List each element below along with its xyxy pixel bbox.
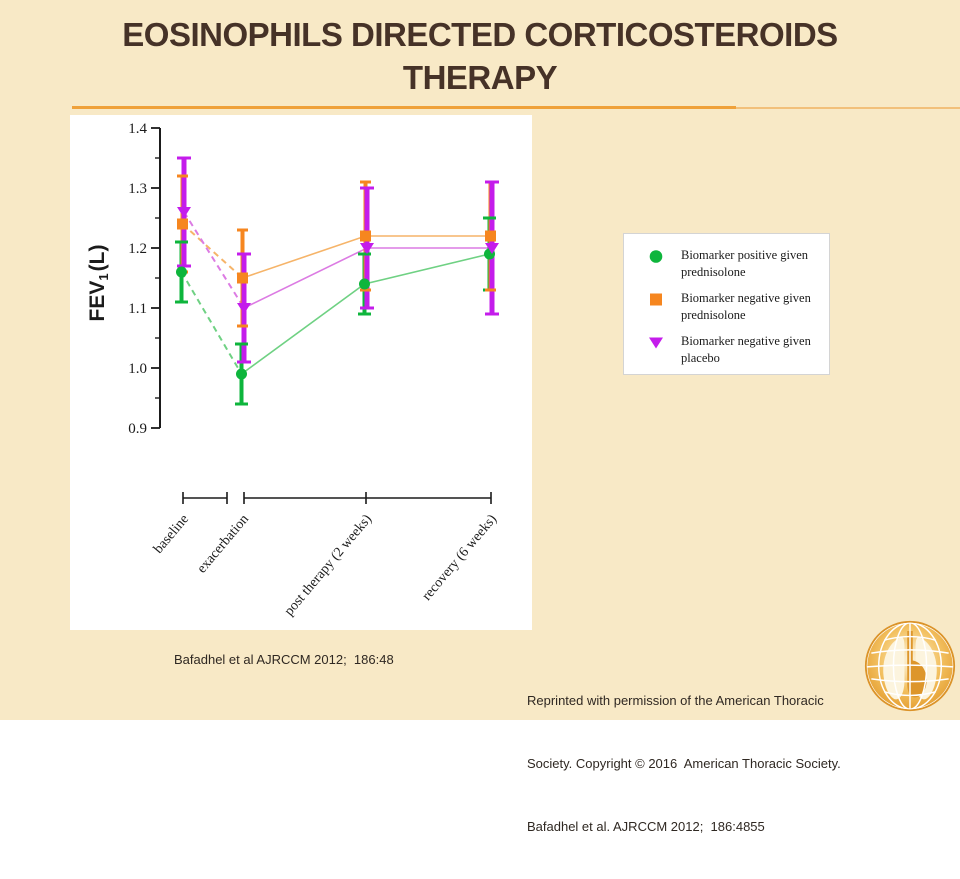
error-bars xyxy=(175,158,499,404)
legend-label: Biomarker negative given prednisolone xyxy=(681,291,811,322)
triangle-marker xyxy=(177,207,191,218)
y-axis xyxy=(151,128,160,428)
legend-label: Biomarker negative given placebo xyxy=(681,334,811,365)
svg-text:0.9: 0.9 xyxy=(128,421,147,437)
citation-right-line2: Society. Copyright © 2016 American Thoracic Society. xyxy=(527,756,841,771)
square-marker xyxy=(360,231,371,242)
y-axis-title: FEV1(L) xyxy=(86,244,111,322)
circle-marker xyxy=(236,369,247,380)
citation-left: Bafadhel et al AJRCCM 2012; 186:48 xyxy=(174,652,394,667)
svg-text:1.4: 1.4 xyxy=(128,121,147,137)
slide-title-line1: EOSINOPHILS DIRECTED CORTICOSTEROIDS xyxy=(122,16,838,53)
svg-text:exacerbation: exacerbation xyxy=(194,511,253,577)
legend-item xyxy=(648,333,823,366)
title-divider xyxy=(72,106,736,109)
svg-text:recovery (6 weeks): recovery (6 weeks) xyxy=(419,511,501,604)
circle-marker xyxy=(359,279,370,290)
series-lines xyxy=(182,212,493,374)
svg-text:1.1: 1.1 xyxy=(128,301,147,317)
series-markers xyxy=(176,207,499,380)
y-tick-labels xyxy=(128,121,147,437)
svg-text:baseline: baseline xyxy=(151,511,193,557)
svg-text:1.0: 1.0 xyxy=(128,361,147,377)
square-marker xyxy=(237,273,248,284)
slide-title-line2: THERAPY xyxy=(402,58,558,96)
series-dashed-segment xyxy=(183,224,243,278)
legend-item xyxy=(648,290,823,323)
circle-marker xyxy=(176,267,187,278)
slide-title xyxy=(0,14,960,100)
svg-text:1.2: 1.2 xyxy=(128,241,147,257)
square-marker xyxy=(177,219,188,230)
legend-item xyxy=(648,247,823,280)
citation-right-line3: Bafadhel et al. AJRCCM 2012; 186:4855 xyxy=(527,819,765,834)
title-divider-tail xyxy=(736,107,960,109)
series-dashed-segment xyxy=(182,272,242,374)
square-marker xyxy=(485,231,496,242)
x-axis-brackets xyxy=(183,492,491,504)
citation-right xyxy=(527,648,867,879)
triangle-down-marker-icon xyxy=(648,335,664,350)
fev1-line-chart xyxy=(70,115,532,630)
svg-text:post therapy (2 weeks): post therapy (2 weeks) xyxy=(281,511,376,619)
ats-globe-lungs-logo-icon xyxy=(864,619,956,713)
citation-right-line1: Reprinted with permission of the American Thoracic xyxy=(527,693,824,708)
circle-marker-icon xyxy=(648,249,664,264)
square-marker-icon xyxy=(648,292,664,307)
x-category-labels xyxy=(151,512,500,619)
fev1-chart-panel xyxy=(70,115,532,630)
chart-legend xyxy=(623,233,830,375)
legend-label: Biomarker positive given prednisolone xyxy=(681,248,809,279)
triangle-marker xyxy=(237,303,251,314)
series-dashed-segment xyxy=(184,212,244,308)
svg-text:1.3: 1.3 xyxy=(128,181,147,197)
